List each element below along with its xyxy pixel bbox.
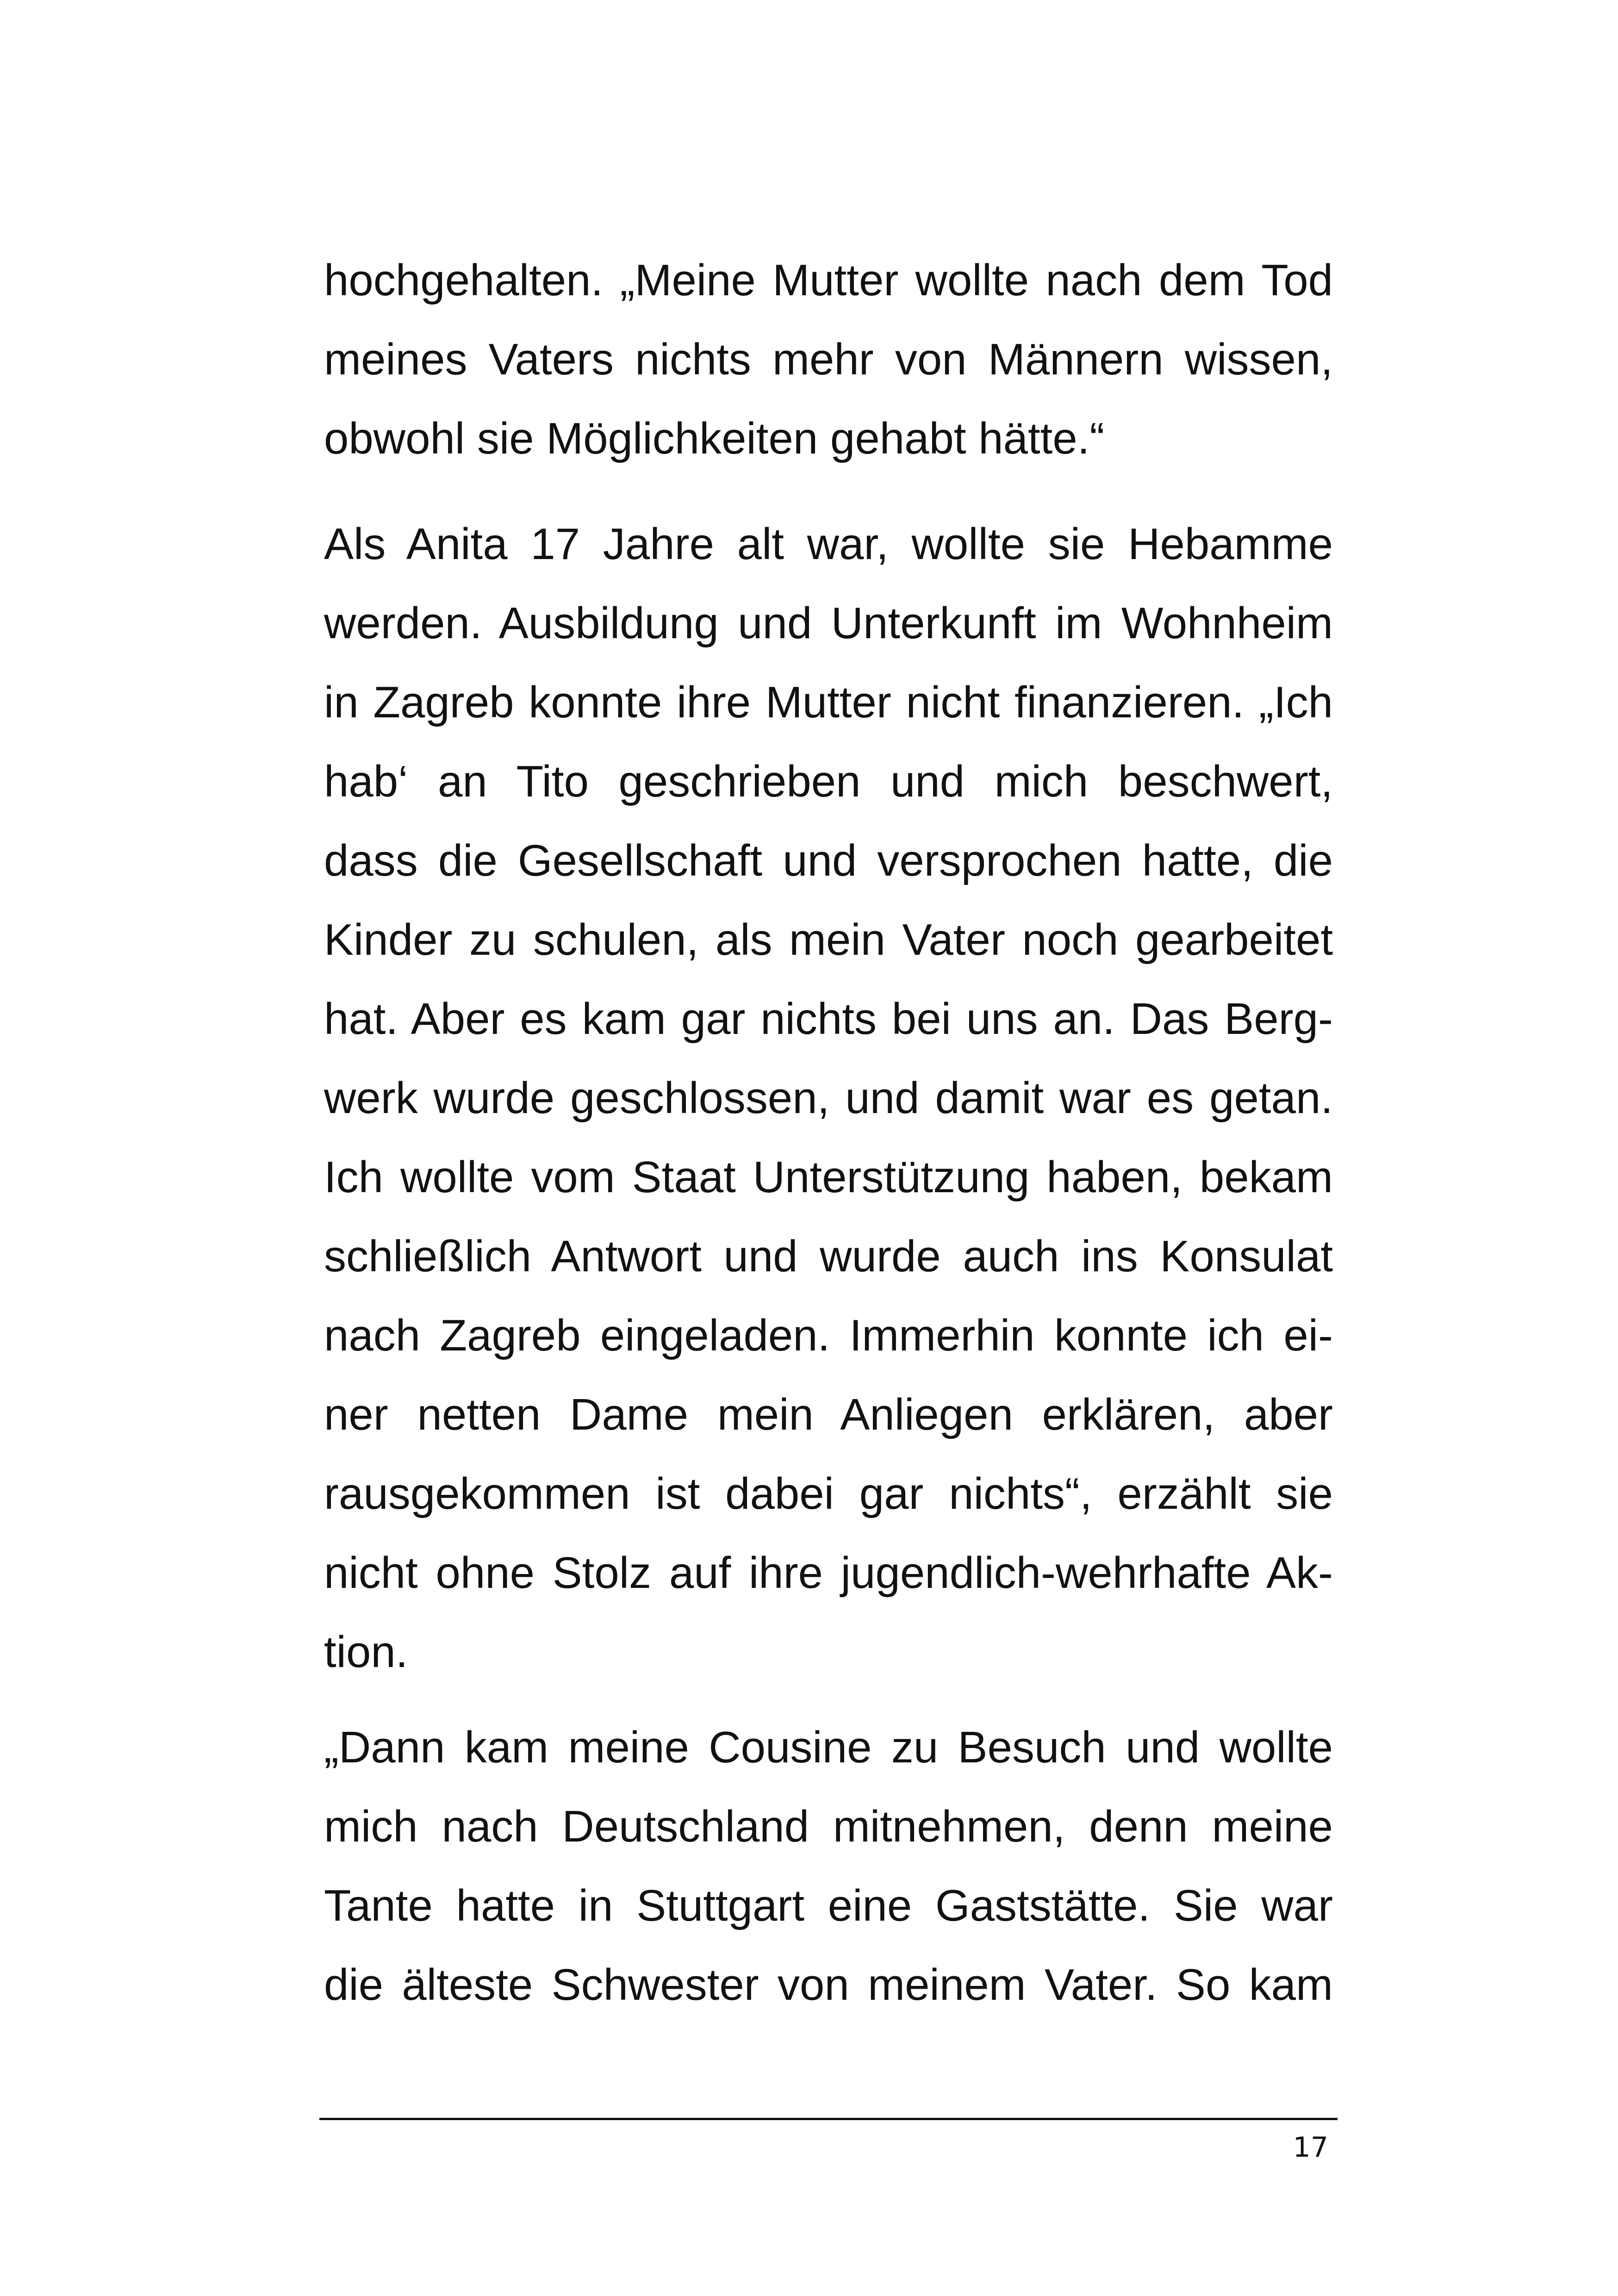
- text-line: werden. Ausbildung und Unterkunft im Wohnheim: [324, 598, 1333, 648]
- text-line: nach Zagreb eingeladen. Immerhin konnte ich ei-: [324, 1311, 1333, 1360]
- text-line: schließlich Antwort und wurde auch ins Konsulat: [324, 1232, 1333, 1281]
- paragraph-3: [324, 1708, 1333, 2024]
- text-line: Als Anita 17 Jahre alt war, wollte sie Hebamme: [324, 519, 1333, 569]
- text-line: tion.: [324, 1627, 408, 1677]
- text-line: hochgehalten. „Meine Mutter wollte nach dem Tod: [324, 255, 1333, 305]
- text-line: dass die Gesellschaft und versprochen hatte, die: [324, 836, 1333, 885]
- text-line: obwohl sie Möglichkeiten gehabt hätte.“: [324, 414, 1105, 463]
- footer-divider: [319, 2118, 1338, 2120]
- text-line: Tante hatte in Stuttgart eine Gaststätte. Sie war: [324, 1881, 1333, 1930]
- text-line: meines Vaters nichts mehr von Männern wissen,: [324, 335, 1333, 384]
- text-line: „Dann kam meine Cousine zu Besuch und wollte: [324, 1723, 1333, 1772]
- text-line: werk wurde geschlossen, und damit war es getan.: [324, 1073, 1333, 1123]
- text-line: hat. Aber es kam gar nichts bei uns an. Das Berg-: [324, 994, 1333, 1044]
- text-line: Ich wollte vom Staat Unterstützung haben, bekam: [324, 1152, 1333, 1202]
- paragraph-2: [324, 504, 1333, 1692]
- page-number: 17: [1293, 2131, 1328, 2164]
- text-line: ner netten Dame mein Anliegen erklären, aber: [324, 1390, 1333, 1439]
- paragraph-1: [324, 241, 1333, 478]
- text-line: hab‘ an Tito geschrieben und mich beschwert,: [324, 757, 1333, 806]
- text-line: Kinder zu schulen, als mein Vater noch gearbeitet: [324, 915, 1333, 964]
- text-line: mich nach Deutschland mitnehmen, denn meine: [324, 1802, 1333, 1851]
- text-line: die älteste Schwester von meinem Vater. So kam: [324, 1960, 1333, 2010]
- text-line: rausgekommen ist dabei gar nichts“, erzählt sie: [324, 1469, 1333, 1518]
- text-line: in Zagreb konnte ihre Mutter nicht finanzieren. „Ich: [324, 678, 1333, 727]
- text-line: nicht ohne Stolz auf ihre jugendlich-wehrhafte Ak-: [324, 1548, 1333, 1598]
